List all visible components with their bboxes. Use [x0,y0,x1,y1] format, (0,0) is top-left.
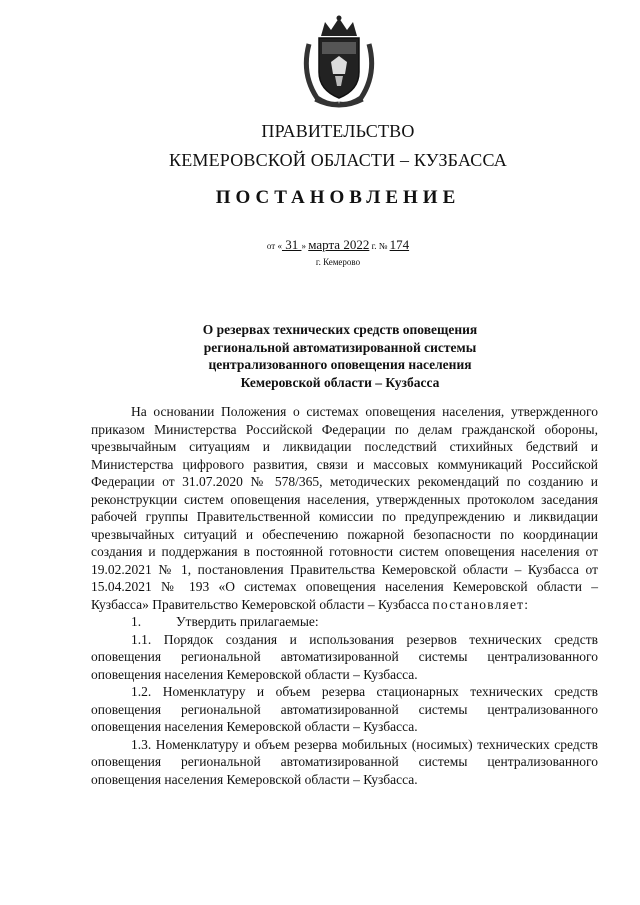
coat-of-arms-icon [295,14,383,108]
preamble-text: На основании Положения о системах оповещения населения, утвержденного приказом Министерства Российской Федерации по делам гражданской обороны, чрезвычайным ситуациям и ликвидации последствий стихийных бедствий и Министерства цифрового развития, связи и массовых коммуникаций Российской Федерации от 31.07.2020 № 578/365, методических рекомендаций по созданию и реконструкции систем оповещения населения, утвержденных протоколом заседания рабочей группы Правительственной комиссии по предупреждению и ликвидации чрезвычайных ситуаций и обеспечению пожарной безопасности по координации создания и поддержания в постоянной готовности систем оповещения населения от 19.02.2021 № 1, постановления Правительства Кемеровской области – Кузбасса от 15.04.2021 № 193 «О системах оповещения населения Кемеровской области – Кузбасса» Правительство Кемеровской области – Кузбасса [91,404,598,612]
item-1-1: 1.1. Порядок создания и использования резервов технических средств оповещения региональной автоматизированной системы централизованного оповещения населения Кемеровской области – Кузбасса. [91,631,598,682]
organization-line-1: ПРАВИТЕЛЬСТВО [261,121,415,141]
document-body [91,403,598,788]
organization-line-2: КЕМЕРОВСКОЙ ОБЛАСТИ – КУЗБАССА [169,150,507,170]
document-title: О резервах технических средств оповещения региональной автоматизированной системы централизованного оповещения населения Кемеровской области – Кузбасса [202,322,478,390]
date-day: 31 [281,237,302,252]
item-1-3: 1.3. Номенклатуру и объем резерва мобильных (носимых) технических средств оповещения региональной автоматизированной системы централизованного оповещения населения Кемеровской области – Кузбасса. [91,736,598,787]
decree-word: постановляет: [432,596,530,612]
date-month-year: марта 2022 [308,237,370,252]
date-prefix: от « [266,241,282,251]
document-number: 174 [389,237,410,252]
city: г. Кемерово [315,257,361,267]
date-number-line [0,237,640,253]
preamble-paragraph [91,403,598,613]
date-suffix: г. № [369,241,390,251]
item-1 [91,613,598,631]
item-1-2: 1.2. Номенклатуру и объем резерва стационарных технических средств оповещения региональной автоматизированной системы централизованного оповещения населения Кемеровской области – Кузбасса. [91,684,598,734]
item-1-number: 1. [131,614,142,629]
date-mid: » [301,241,309,251]
document-type: ПОСТАНОВЛЕНИЕ [215,187,461,208]
item-1-text: Утвердить прилагаемые: [176,614,319,629]
